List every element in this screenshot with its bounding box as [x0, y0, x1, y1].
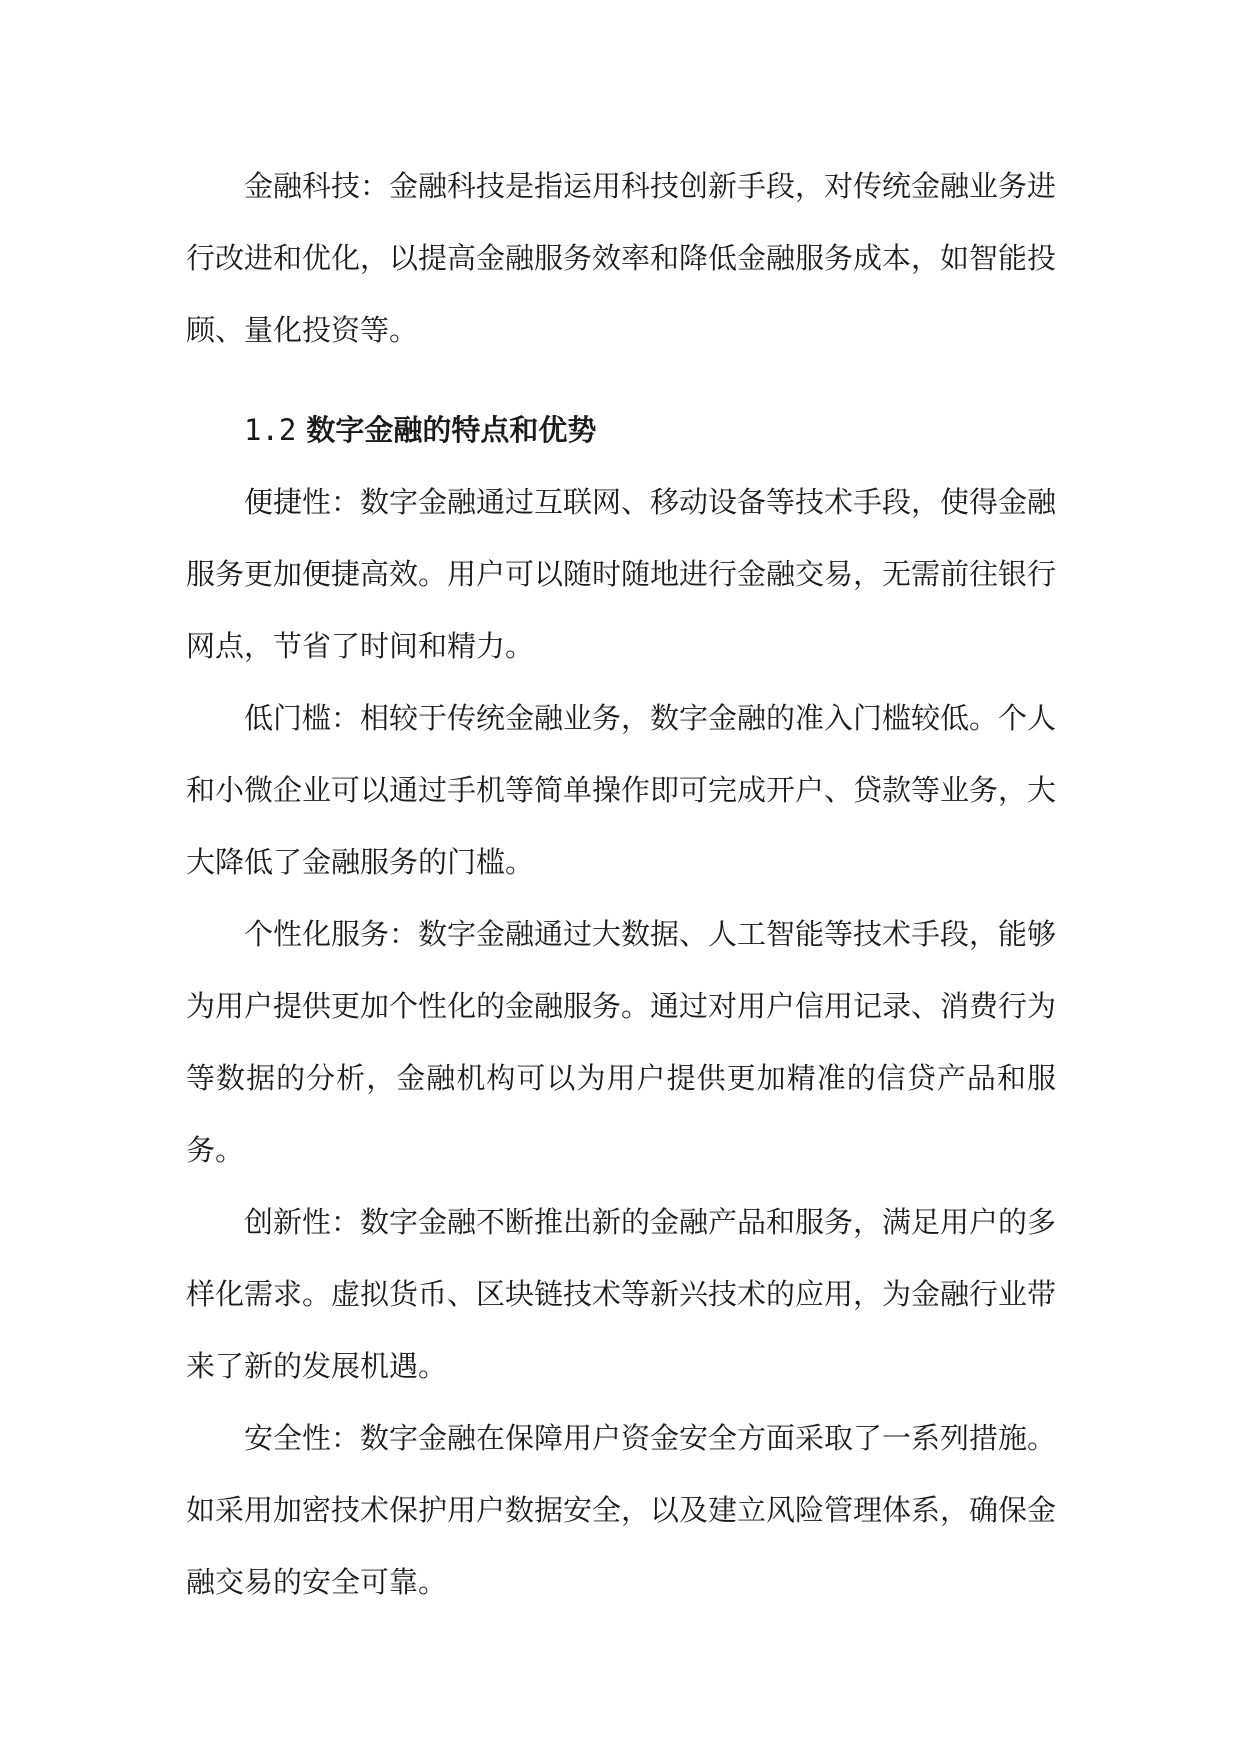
- paragraph-security: 安全性：数字金融在保障用户资金安全方面采取了一系列措施。如采用加密技术保护用户数据安全，以及建立风险管理体系，确保金融交易的安全可靠。: [186, 1421, 1057, 1599]
- paragraph-convenience: 便捷性：数字金融通过互联网、移动设备等技术手段，使得金融服务更加便捷高效。用户可以随时随地进行金融交易，无需前往银行网点，节省了时间和精力。: [186, 485, 1057, 663]
- paragraph-fintech: 金融科技：金融科技是指运用科技创新手段，对传统金融业务进行改进和优化，以提高金融服务效率和降低金融服务成本，如智能投顾、量化投资等。: [186, 169, 1057, 347]
- paragraph-low-threshold: 低门槛：相较于传统金融业务，数字金融的准入门槛较低。个人和小微企业可以通过手机等简单操作即可完成开户、贷款等业务，大大降低了金融服务的门槛。: [186, 701, 1057, 879]
- section-number: 1.2: [244, 413, 297, 447]
- paragraph-innovation: 创新性：数字金融不断推出新的金融产品和服务，满足用户的多样化需求。虚拟货币、区块链技术等新兴技术的应用，为金融行业带来了新的发展机遇。: [186, 1205, 1057, 1383]
- paragraph-personalized-service: 个性化服务：数字金融通过大数据、人工智能等技术手段，能够为用户提供更加个性化的金融服务。通过对用户信用记录、消费行为等数据的分析，金融机构可以为用户提供更加精准的信贷产品和服务。: [186, 917, 1057, 1167]
- section-heading: [186, 394, 1056, 466]
- section-title: 数字金融的特点和优势: [306, 413, 597, 447]
- document-page: [186, 150, 1056, 1618]
